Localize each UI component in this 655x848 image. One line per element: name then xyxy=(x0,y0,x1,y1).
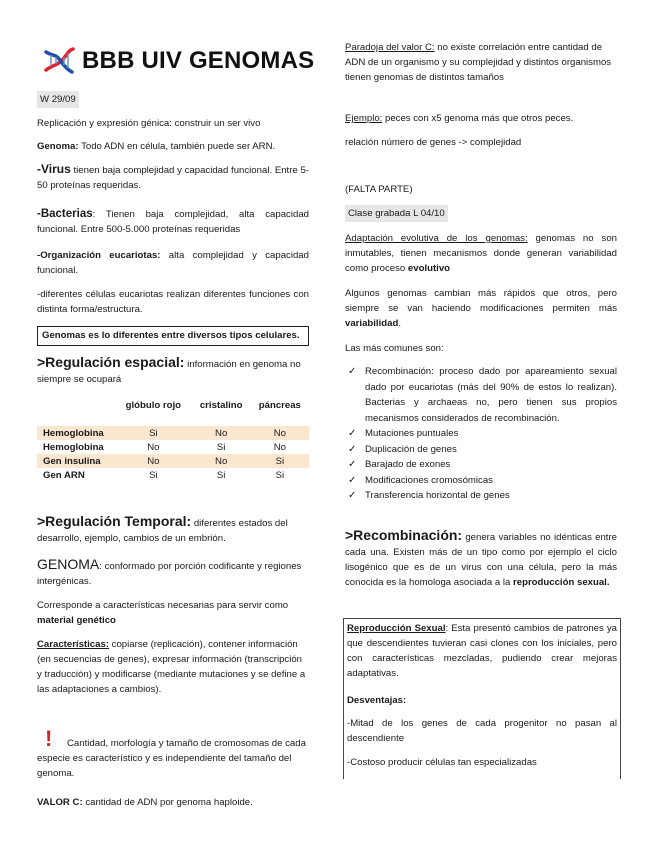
table-header: glóbulo rojo xyxy=(125,399,182,411)
genoma-conformado: GENOMA: conformado por porción codificante y regiones intergénicas. xyxy=(37,556,302,587)
list-item: ✓ Barajado de exones xyxy=(345,457,617,473)
caracteristicas-paragraph: Características: copiarse (replicación), contener información (en secuencias de genes), expresar información (transcripción y traducción) y modificarse (mediante mutaciones y se define a las adaptaciones a cambios). xyxy=(37,639,306,695)
list-item: ✓ Duplicación de genes xyxy=(345,442,617,458)
dna-icon xyxy=(42,44,76,78)
list-item: ✓ Recombinación: proceso dado por apareamiento sexual dado por eucariotas (más del 90% de estos lo realizan). Bacterias y archaeas no, pero tienen sus propios mecanismos considerados de recombinación. xyxy=(348,366,617,424)
intro-line: Replicación y expresión génica: construir un ser vivo xyxy=(37,118,261,129)
check-icon: ✓ xyxy=(348,490,357,501)
adaptacion-paragraph: Adaptación evolutiva de los genomas: genomas no son inmutables, tienen mecanismos donde generan variabilidad como proceso evolutivo xyxy=(345,233,617,274)
expression-table xyxy=(37,398,309,482)
eucariotas-paragraph: -Organización eucariotas: alta complejidad y capacidad funcional. xyxy=(37,250,309,276)
table-row: Gen insulina No No Si xyxy=(37,454,309,468)
check-icon: ✓ xyxy=(348,443,357,455)
genoma-definition: Genoma: Todo ADN en célula, también puede ser ARN. xyxy=(37,141,276,152)
table-row: Hemoglobina Si No No xyxy=(37,426,309,440)
regulacion-temporal: >Regulación Temporal: diferentes estados del desarrollo, ejemplo, cambios de un embrión. xyxy=(37,513,288,544)
ejemplo-paragraph: Ejemplo: peces con x5 genoma más que otros peces. xyxy=(345,113,574,124)
date-label: W 29/09 xyxy=(37,91,79,108)
clase-label: Clase grabada L 04/10 xyxy=(345,205,448,222)
reproduccion-paragraph: Reproducción Sexual: Esta presentó cambios de patrones ya que descendientes tuvieran casi clones con los iniciales, pero con características mezcladas, pudiendo crear mejoras adaptativas. xyxy=(347,623,617,679)
table-row: Hemoglobina No Si No xyxy=(43,441,286,453)
table-header: cristalino xyxy=(199,399,243,411)
document-title xyxy=(42,44,314,78)
desventaja-1: -Mitad de los genes de cada progenitor no pasan al descendiente xyxy=(347,718,617,744)
check-icon: ✓ xyxy=(348,474,357,486)
virus-paragraph: -Virus tienen baja complejidad y capacidad funcional. Entre 5-50 proteínas requeridas. xyxy=(37,162,309,191)
bacterias-paragraph: -Bacterias: Tienen baja complejidad, alta capacidad funcional. Entre 500-5.000 proteínas requeridas xyxy=(37,208,309,235)
diferentes-paragraph: -diferentes células eucariotas realizan diferentes funciones con distinta forma/estructura. xyxy=(37,289,309,315)
relacion-line: relación número de genes -> complejidad xyxy=(345,137,522,148)
list-item: ✓ Mutaciones puntuales xyxy=(345,426,617,442)
check-icon: ✓ xyxy=(348,459,357,470)
falta-parte: (FALTA PARTE) xyxy=(345,184,413,195)
boxed-note: Genomas es lo diferentes entre diversos tipos celulares. xyxy=(37,326,309,346)
alert-note: ! Cantidad, morfología y tamaño de cromosomas de cada especie es característico y es independiente del tamaño del genoma. xyxy=(37,726,306,779)
check-list xyxy=(345,364,617,504)
desventajas-heading: Desventajas: xyxy=(347,695,407,706)
list-item: ✓ Modificaciones cromosómicas xyxy=(345,473,617,489)
table-header: páncreas xyxy=(258,399,301,411)
valor-c-paragraph: VALOR C: cantidad de ADN por genoma haploide. xyxy=(37,797,253,808)
check-icon: ✓ xyxy=(348,428,357,439)
reproduccion-box xyxy=(343,618,621,779)
regulacion-espacial: >Regulación espacial: información en genoma no siempre se ocupará xyxy=(37,354,301,385)
exclamation-icon: ! xyxy=(45,726,53,751)
paradoja-paragraph: Paradoja del valor C: no existe correlación entre cantidad de ADN de un organismo y su complejidad y distintos organismos tienen genomas de distintos tamaños xyxy=(345,42,612,83)
page-title: BBB UIV GENOMAS xyxy=(82,47,315,74)
table-row: Gen ARN Si Si Si xyxy=(43,469,285,481)
comunes-line: Las más comunes son: xyxy=(345,343,444,354)
list-item: ✓ Transferencia horizontal de genes xyxy=(345,488,617,504)
check-icon: ✓ xyxy=(348,366,357,377)
recombinacion-paragraph: >Recombinación: genera variables no idénticas entre cada una. Existen más de un tipo como por ejemplo el ciclo lisogénico que es de un virus con una célula, pero la más conocida es la homologa asociada a la reproducción sexual. xyxy=(345,527,617,588)
desventaja-2: -Costoso producir células tan especializadas xyxy=(347,757,537,768)
algunos-paragraph: Algunos genomas cambian más rápidos que otros, pero siempre se van haciendo modificaciones permiten más variabilidad. xyxy=(345,288,617,329)
corresponde-paragraph: Corresponde a características necesarias para servir como material genético xyxy=(37,600,289,626)
